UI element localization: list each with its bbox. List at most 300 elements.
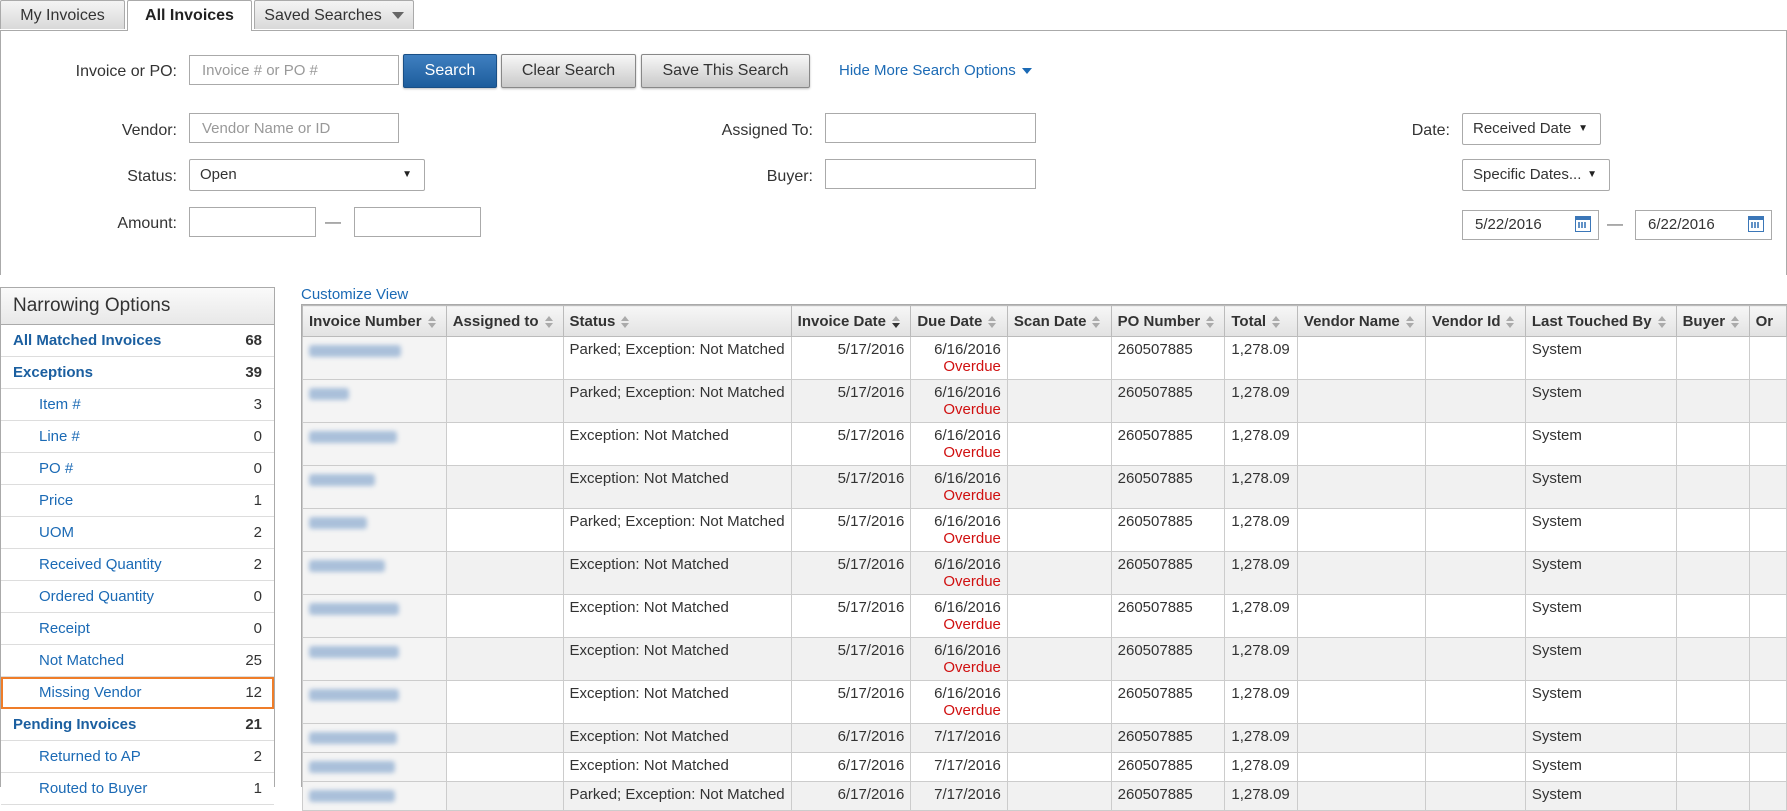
column-header-scan-date[interactable] (1007, 306, 1111, 337)
invoice-number-cell[interactable] (303, 724, 447, 753)
vendor-name-cell (1297, 595, 1425, 638)
buyer-cell (1676, 782, 1749, 811)
sort-icon[interactable] (1272, 316, 1281, 328)
column-header-po-number[interactable] (1111, 306, 1225, 337)
narrowing-item-not-matched[interactable] (1, 645, 274, 677)
vendor-id-cell (1426, 782, 1526, 811)
hide-more-options-link[interactable] (839, 62, 1032, 79)
customize-view-link[interactable]: Customize View (301, 286, 409, 303)
caret-down-icon (1022, 68, 1032, 74)
invoice-number-cell[interactable] (303, 753, 447, 782)
date-label: Date: (1411, 122, 1450, 139)
hide-more-options-label: Hide More Search Options (839, 62, 1016, 79)
vendor-name-cell (1297, 509, 1425, 552)
column-header-assigned-to[interactable] (446, 306, 563, 337)
due-date-value: 6/16/2016 (934, 642, 1001, 659)
assigned-to-cell (446, 552, 563, 595)
due-date-value: 6/16/2016 (934, 384, 1001, 401)
narrowing-item-label: Price (39, 492, 74, 509)
due-date-cell (911, 724, 1008, 753)
table-row[interactable] (303, 681, 1787, 724)
date-to-input[interactable] (1635, 210, 1772, 240)
date-type-value: Received Date (1473, 120, 1572, 137)
assigned-to-cell (446, 681, 563, 724)
redacted-invoice-number[interactable] (309, 603, 399, 615)
date-range-select[interactable] (1462, 159, 1610, 191)
narrowing-item-label: Routed to Buyer (39, 780, 148, 797)
po-number-cell: 260507885 (1111, 595, 1225, 638)
extra-cell (1749, 753, 1786, 782)
narrowing-item-label: All Matched Invoices (13, 332, 162, 349)
vendor-id-cell (1426, 337, 1526, 380)
chevron-down-icon (392, 12, 404, 19)
narrowing-item-label: Missing Vendor (39, 684, 142, 701)
narrowing-item-count: 39 (245, 364, 262, 381)
overdue-label: Overdue (943, 401, 1001, 418)
invoice-date-cell: 6/17/2016 (791, 782, 911, 811)
extra-cell (1749, 552, 1786, 595)
narrowing-item-count: 0 (253, 620, 262, 637)
invoice-number-cell[interactable] (303, 638, 447, 681)
column-header-label: Total (1231, 312, 1267, 330)
status-cell: Exception: Not Matched (563, 638, 791, 681)
vendor-name-cell (1297, 681, 1425, 724)
due-date-value: 6/16/2016 (934, 470, 1001, 487)
due-date-cell (911, 380, 1008, 423)
invoice-date-cell: 5/17/2016 (791, 423, 911, 466)
table-row[interactable] (303, 380, 1787, 423)
total-cell: 1,278.09 (1225, 638, 1298, 681)
date-range-value: Specific Dates... (1473, 166, 1582, 183)
sort-icon[interactable] (1206, 316, 1215, 328)
extra-cell (1749, 681, 1786, 724)
narrowing-item-count: 2 (253, 748, 262, 765)
sort-icon[interactable] (988, 316, 997, 328)
vendor-id-cell (1426, 509, 1526, 552)
save-search-button[interactable]: Save This Search (641, 54, 810, 88)
assigned-to-cell (446, 466, 563, 509)
narrowing-item-pending-invoices[interactable] (1, 709, 274, 741)
assigned-to-label: Assigned To: (721, 122, 813, 139)
assigned-to-cell (446, 337, 563, 380)
last-touched-cell: System (1525, 638, 1676, 681)
sort-icon[interactable] (1731, 316, 1740, 328)
table-header-row (303, 306, 1787, 337)
redacted-invoice-number[interactable] (309, 517, 367, 529)
tab-bar (0, 0, 1787, 31)
assigned-to-input[interactable] (825, 113, 1036, 143)
table-row[interactable] (303, 782, 1787, 811)
narrowing-item-count: 2 (253, 524, 262, 541)
invoice-number-cell[interactable] (303, 509, 447, 552)
vendor-name-cell (1297, 380, 1425, 423)
table-row[interactable] (303, 638, 1787, 681)
search-panel (0, 30, 1787, 275)
po-number-cell: 260507885 (1111, 753, 1225, 782)
table-row[interactable] (303, 724, 1787, 753)
po-number-cell: 260507885 (1111, 466, 1225, 509)
column-header-label: Vendor Name (1303, 312, 1400, 330)
total-cell: 1,278.09 (1225, 552, 1298, 595)
last-touched-cell: System (1525, 509, 1676, 552)
buyer-cell (1676, 681, 1749, 724)
column-header-due-date[interactable] (911, 306, 1008, 337)
narrowing-item-uom[interactable] (1, 517, 274, 549)
invoice-number-cell[interactable] (303, 595, 447, 638)
status-cell: Parked; Exception: Not Matched (563, 337, 791, 380)
status-cell: Exception: Not Matched (563, 466, 791, 509)
invoice-date-cell: 5/17/2016 (791, 380, 911, 423)
invoice-po-label: Invoice or PO: (75, 63, 177, 80)
sort-icon[interactable] (892, 316, 901, 328)
narrowing-item-missing-vendor[interactable] (1, 677, 274, 709)
column-header-total[interactable] (1225, 306, 1298, 337)
vendor-name-cell (1297, 753, 1425, 782)
vendor-name-cell (1297, 423, 1425, 466)
narrowing-item-routed-to-buyer[interactable] (1, 773, 274, 805)
column-header-invoice-date[interactable] (791, 306, 911, 337)
total-cell: 1,278.09 (1225, 782, 1298, 811)
due-date-value: 6/16/2016 (934, 556, 1001, 573)
calendar-icon[interactable] (1575, 216, 1591, 232)
due-date-value: 6/16/2016 (934, 599, 1001, 616)
invoice-date-cell: 5/17/2016 (791, 681, 911, 724)
due-date-cell (911, 552, 1008, 595)
overdue-label: Overdue (943, 444, 1001, 461)
narrowing-item-po[interactable] (1, 453, 274, 485)
column-header-last-touched-by[interactable] (1525, 306, 1676, 337)
scan-date-cell (1007, 724, 1111, 753)
narrowing-item-exceptions[interactable] (1, 357, 274, 389)
assigned-to-cell (446, 638, 563, 681)
narrowing-item-label: Received Quantity (39, 556, 162, 573)
amount-max-input[interactable] (354, 207, 481, 237)
scan-date-cell (1007, 638, 1111, 681)
amount-separator: — (325, 214, 341, 231)
po-number-cell: 260507885 (1111, 681, 1225, 724)
sort-icon[interactable] (1506, 316, 1515, 328)
invoice-date-cell: 5/17/2016 (791, 509, 911, 552)
narrowing-item-count: 3 (253, 396, 262, 413)
invoice-table (302, 305, 1787, 811)
table-body (303, 337, 1787, 811)
due-date-value: 7/17/2016 (934, 728, 1001, 745)
total-cell: 1,278.09 (1225, 337, 1298, 380)
invoice-number-cell[interactable] (303, 380, 447, 423)
scan-date-cell (1007, 595, 1111, 638)
narrowing-options-panel (0, 287, 275, 797)
status-label: Status: (127, 168, 177, 185)
redacted-invoice-number[interactable] (309, 732, 397, 744)
narrowing-item-all-matched-invoices[interactable] (1, 325, 274, 357)
column-header-label: Due Date (917, 312, 983, 330)
total-cell: 1,278.09 (1225, 724, 1298, 753)
invoice-date-cell: 5/17/2016 (791, 466, 911, 509)
narrowing-item-count: 25 (245, 652, 262, 669)
tab-my-invoices[interactable]: My Invoices (0, 0, 125, 29)
narrowing-item-count: 0 (253, 428, 262, 445)
redacted-invoice-number[interactable] (309, 388, 349, 400)
last-touched-cell: System (1525, 782, 1676, 811)
search-button[interactable]: Search (403, 54, 497, 88)
po-number-cell: 260507885 (1111, 423, 1225, 466)
vendor-id-cell (1426, 466, 1526, 509)
table-row[interactable] (303, 466, 1787, 509)
table-row[interactable] (303, 595, 1787, 638)
vendor-label: Vendor: (121, 122, 177, 139)
scan-date-cell (1007, 466, 1111, 509)
overdue-label: Overdue (943, 659, 1001, 676)
status-cell: Exception: Not Matched (563, 724, 791, 753)
vendor-id-cell (1426, 724, 1526, 753)
invoice-number-cell[interactable] (303, 681, 447, 724)
po-number-cell: 260507885 (1111, 552, 1225, 595)
po-number-cell: 260507885 (1111, 638, 1225, 681)
narrowing-item-line[interactable] (1, 421, 274, 453)
total-cell: 1,278.09 (1225, 423, 1298, 466)
column-header-label: Invoice Date (797, 312, 887, 330)
extra-cell (1749, 782, 1786, 811)
total-cell: 1,278.09 (1225, 380, 1298, 423)
invoice-date-cell: 5/17/2016 (791, 595, 911, 638)
status-select[interactable] (189, 159, 425, 191)
scan-date-cell (1007, 753, 1111, 782)
status-cell: Exception: Not Matched (563, 595, 791, 638)
extra-cell (1749, 638, 1786, 681)
overdue-label: Overdue (943, 487, 1001, 504)
overdue-label: Overdue (943, 616, 1001, 633)
buyer-cell (1676, 466, 1749, 509)
narrowing-item-ordered-quantity[interactable] (1, 581, 274, 613)
invoice-number-cell[interactable] (303, 552, 447, 595)
extra-cell (1749, 337, 1786, 380)
assigned-to-cell (446, 380, 563, 423)
scan-date-cell (1007, 423, 1111, 466)
buyer-cell (1676, 337, 1749, 380)
redacted-invoice-number[interactable] (309, 431, 397, 443)
narrowing-item-receipt[interactable] (1, 613, 274, 645)
extra-cell (1749, 509, 1786, 552)
scan-date-cell (1007, 681, 1111, 724)
invoice-po-input[interactable] (189, 55, 399, 85)
narrowing-item-label: Exceptions (13, 364, 94, 381)
status-select-value: Open (200, 166, 237, 183)
total-cell: 1,278.09 (1225, 509, 1298, 552)
vendor-name-cell (1297, 782, 1425, 811)
overdue-label: Overdue (943, 530, 1001, 547)
table-row[interactable] (303, 337, 1787, 380)
date-from-value: 5/22/2016 (1475, 216, 1542, 233)
buyer-input[interactable] (825, 159, 1036, 189)
last-touched-cell: System (1525, 724, 1676, 753)
column-header-label: Last Touched By (1531, 312, 1652, 330)
column-header-label: Vendor Id (1432, 312, 1501, 330)
extra-cell (1749, 380, 1786, 423)
status-cell: Exception: Not Matched (563, 423, 791, 466)
due-date-value: 6/16/2016 (934, 341, 1001, 358)
column-header-label: Invoice Number (309, 312, 422, 330)
redacted-invoice-number[interactable] (309, 790, 395, 802)
redacted-invoice-number[interactable] (309, 689, 399, 701)
due-date-cell (911, 638, 1008, 681)
last-touched-cell: System (1525, 595, 1676, 638)
vendor-id-cell (1426, 753, 1526, 782)
date-to-value: 6/22/2016 (1648, 216, 1715, 233)
tab-all-invoices[interactable]: All Invoices (127, 0, 252, 31)
column-header-label: Or (1755, 312, 1774, 330)
buyer-cell (1676, 638, 1749, 681)
invoice-date-cell: 6/17/2016 (791, 753, 911, 782)
narrowing-item-price[interactable] (1, 485, 274, 517)
vendor-id-cell (1426, 423, 1526, 466)
due-date-cell (911, 509, 1008, 552)
vendor-id-cell (1426, 552, 1526, 595)
extra-cell (1749, 595, 1786, 638)
buyer-cell (1676, 753, 1749, 782)
po-number-cell: 260507885 (1111, 782, 1225, 811)
calendar-icon[interactable] (1748, 216, 1764, 232)
extra-cell (1749, 423, 1786, 466)
sort-icon[interactable] (1658, 316, 1667, 328)
extra-cell (1749, 466, 1786, 509)
vendor-id-cell (1426, 681, 1526, 724)
po-number-cell: 260507885 (1111, 380, 1225, 423)
overdue-label: Overdue (943, 702, 1001, 719)
scan-date-cell (1007, 782, 1111, 811)
last-touched-cell: System (1525, 466, 1676, 509)
tab-saved-searches[interactable] (254, 0, 414, 29)
date-separator: — (1607, 216, 1623, 233)
narrowing-item-label: Pending Invoices (13, 716, 137, 733)
vendor-name-cell (1297, 552, 1425, 595)
due-date-cell (911, 466, 1008, 509)
narrowing-item-count: 12 (245, 684, 262, 701)
redacted-invoice-number[interactable] (309, 560, 385, 572)
narrowing-item-label: Item # (39, 396, 81, 413)
due-date-value: 6/16/2016 (934, 427, 1001, 444)
last-touched-cell: System (1525, 380, 1676, 423)
due-date-cell (911, 782, 1008, 811)
narrowing-item-count: 0 (253, 460, 262, 477)
due-date-value: 7/17/2016 (934, 757, 1001, 774)
buyer-cell (1676, 552, 1749, 595)
redacted-invoice-number[interactable] (309, 646, 399, 658)
vendor-name-cell (1297, 466, 1425, 509)
vendor-input[interactable] (189, 113, 399, 143)
buyer-label: Buyer: (766, 168, 813, 185)
due-date-value: 7/17/2016 (934, 786, 1001, 803)
invoice-grid (301, 304, 1787, 803)
invoice-number-cell[interactable] (303, 466, 447, 509)
buyer-cell (1676, 509, 1749, 552)
narrowing-item-returned-to-ap[interactable] (1, 741, 274, 773)
assigned-to-cell (446, 509, 563, 552)
column-header-invoice-number[interactable] (303, 306, 447, 337)
overdue-label: Overdue (943, 358, 1001, 375)
invoice-number-cell[interactable] (303, 337, 447, 380)
buyer-cell (1676, 724, 1749, 753)
buyer-cell (1676, 595, 1749, 638)
sort-icon[interactable] (1406, 316, 1415, 328)
sort-icon[interactable] (621, 316, 630, 328)
po-number-cell: 260507885 (1111, 509, 1225, 552)
date-from-input[interactable] (1462, 210, 1599, 240)
dropdown-arrow-icon: ▼ (1587, 169, 1597, 180)
clear-search-button[interactable]: Clear Search (501, 54, 636, 88)
status-cell: Exception: Not Matched (563, 552, 791, 595)
amount-min-input[interactable] (189, 207, 316, 237)
column-header-vendor-id[interactable] (1426, 306, 1526, 337)
vendor-id-cell (1426, 638, 1526, 681)
narrowing-item-label: Not Matched (39, 652, 125, 669)
po-number-cell: 260507885 (1111, 724, 1225, 753)
assigned-to-cell (446, 423, 563, 466)
redacted-invoice-number[interactable] (309, 345, 401, 357)
status-cell: Exception: Not Matched (563, 753, 791, 782)
due-date-cell (911, 681, 1008, 724)
buyer-cell (1676, 423, 1749, 466)
scan-date-cell (1007, 552, 1111, 595)
invoice-number-cell[interactable] (303, 782, 447, 811)
due-date-value: 6/16/2016 (934, 685, 1001, 702)
column-header-buyer[interactable] (1676, 306, 1749, 337)
narrowing-item-label: Line # (39, 428, 80, 445)
overdue-label: Overdue (943, 573, 1001, 590)
last-touched-cell: System (1525, 681, 1676, 724)
table-row[interactable] (303, 423, 1787, 466)
narrowing-item-received-quantity[interactable] (1, 549, 274, 581)
total-cell: 1,278.09 (1225, 753, 1298, 782)
scan-date-cell (1007, 337, 1111, 380)
assigned-to-cell (446, 595, 563, 638)
column-header-vendor-name[interactable] (1297, 306, 1425, 337)
narrowing-options-list (1, 325, 274, 805)
narrowing-item-item[interactable] (1, 389, 274, 421)
narrowing-item-count: 21 (245, 716, 262, 733)
scan-date-cell (1007, 509, 1111, 552)
sort-icon[interactable] (428, 316, 437, 328)
table-row[interactable] (303, 753, 1787, 782)
invoice-date-cell: 5/17/2016 (791, 552, 911, 595)
table-row[interactable] (303, 552, 1787, 595)
date-type-select[interactable] (1462, 113, 1601, 145)
assigned-to-cell (446, 782, 563, 811)
narrowing-item-count: 2 (253, 556, 262, 573)
vendor-id-cell (1426, 595, 1526, 638)
redacted-invoice-number[interactable] (309, 474, 375, 486)
due-date-cell (911, 337, 1008, 380)
dropdown-arrow-icon: ▼ (1578, 123, 1588, 134)
column-header-status[interactable] (563, 306, 791, 337)
column-header-label: Buyer (1682, 312, 1726, 330)
redacted-invoice-number[interactable] (309, 761, 395, 773)
table-row[interactable] (303, 509, 1787, 552)
assigned-to-cell (446, 724, 563, 753)
sort-icon[interactable] (545, 316, 554, 328)
last-touched-cell: System (1525, 552, 1676, 595)
invoice-number-cell[interactable] (303, 423, 447, 466)
total-cell: 1,278.09 (1225, 595, 1298, 638)
invoice-date-cell: 6/17/2016 (791, 724, 911, 753)
column-header-label: Status (569, 312, 616, 330)
invoice-date-cell: 5/17/2016 (791, 638, 911, 681)
vendor-name-cell (1297, 638, 1425, 681)
sort-icon[interactable] (1092, 316, 1101, 328)
narrowing-item-label: Ordered Quantity (39, 588, 155, 605)
due-date-cell (911, 595, 1008, 638)
column-header-or[interactable] (1749, 306, 1786, 337)
narrowing-item-count: 1 (253, 780, 262, 797)
